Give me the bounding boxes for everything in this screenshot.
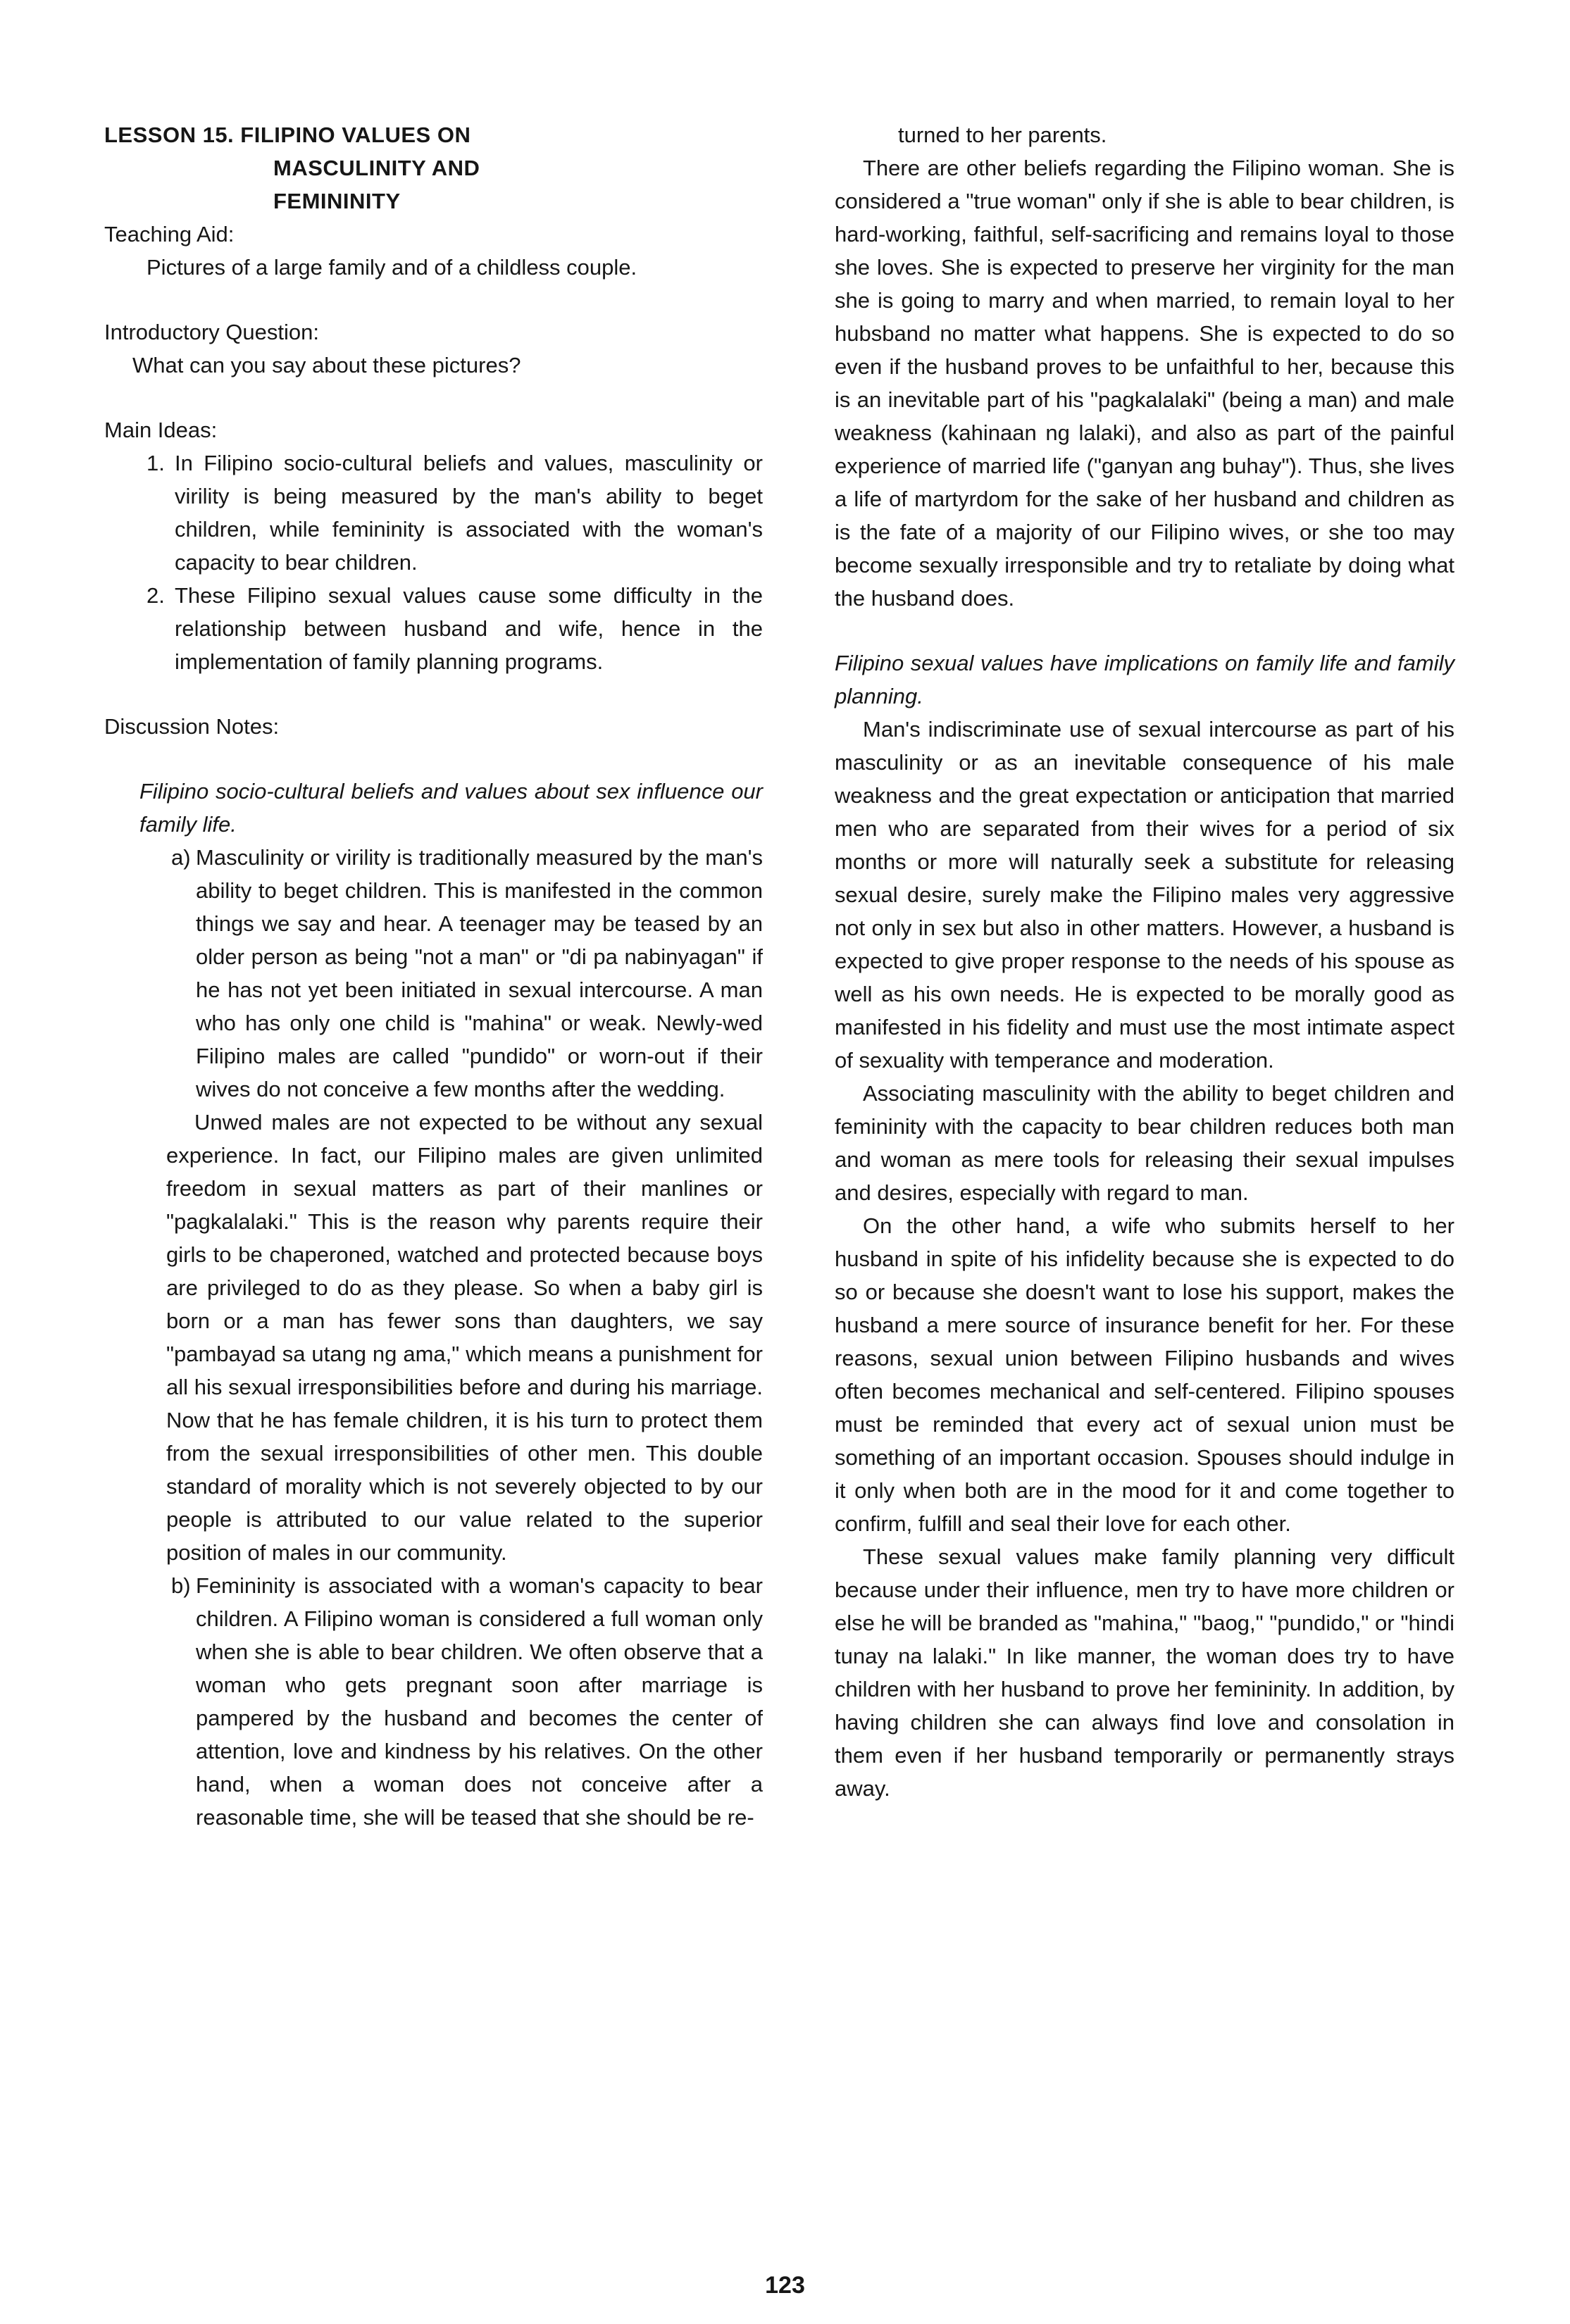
lesson-title-line3: FEMININITY: [273, 189, 401, 213]
paragraph-family-planning: These sexual values make family planning very difficult because under their influence, men try to have more children or else he will be branded as "mahina," "baog," "pundido," or "hindi tunay na lalaki." In like manner, the woman does try to have children with her husband to prove her femininity. In addition, by having children she can always find love and consolation in them even if her husband temporarily or permanently strays away.: [835, 1544, 1454, 1801]
main-ideas-list: [104, 446, 763, 678]
main-idea-number: 2.: [147, 583, 165, 608]
lesson-title-line1: LESSON 15. FILIPINO VALUES ON: [104, 123, 471, 147]
paragraph-wife: On the other hand, a wife who submits herself to her husband in spite of his infidelity because she is expected to do so or because she doesn't want to lose his support, makes the husband a mere source of insurance benefit for her. For these reasons, sexual union between Filipino husbands and wives often becomes mechanical and self-centered. Filipino spouses must be reminded that every act of sexual union must be something of an important occasion. Spouses should indulge in it only when both are in the mood for it and come together to confirm, fulfill and seal their love for each other.: [835, 1213, 1454, 1536]
lesson-title: [104, 118, 763, 218]
main-idea-text: In Filipino socio-cultural beliefs and values, masculinity or virility is being measured by the man's ability to beget children, while femininity is associated with the woman's capacity to bear children.: [175, 451, 763, 575]
main-idea-item: [147, 446, 763, 579]
intro-question-label: Introductory Question:: [104, 320, 319, 344]
main-idea-item: [147, 579, 763, 678]
main-idea-number: 1.: [147, 451, 165, 475]
discussion-item-b: [104, 1569, 763, 1834]
right-column: [835, 118, 1454, 1805]
item-marker: a): [171, 845, 191, 870]
implications-subheading: Filipino sexual values have implications on family life and family planning.: [835, 651, 1454, 708]
paragraph-indiscriminate-use: Man's indiscriminate use of sexual intercourse as part of his masculinity or as an inevitable consequence of his male weakness and the great expectation or anticipation that married men who are separated from their wives for a period of six months or more will naturally seek a substitute for releasing sexual desire, surely make the Filipino males very aggressive not only in sex but also in other matters. However, a husband is expected to give proper response to the needs of his spouse as well as his own needs. He is expected to be morally good as manifested in his fidelity and must use the most intimate aspect of sexuality with temperance and moderation.: [835, 717, 1454, 1073]
teaching-aid-label: Teaching Aid:: [104, 222, 235, 246]
item-text: Masculinity or virility is traditionally measured by the man's ability to beget children. This is manifested in the common things we say and hear. A teenager may be teased by an older person as being "not a man" or "di pa nabinyagan" if he has not yet been initiated in sexual intercourse. A man who has only one child is "mahina" or weak. Newly-wed Filipino males are called "pundido" or worn-out if their wives do not conceive a few months after the wedding.: [196, 845, 763, 1101]
paragraph-other-beliefs: There are other beliefs regarding the Filipino woman. She is considered a "true woman" only if she is able to bear children, is hard-working, faithful, self-sacrificing and remains loyal to those she loves. She is expected to preserve her virginity for the man she is going to marry and when married, to remain loyal to her hubsband no matter what happens. She is expected to do so even if the husband proves to be unfaithful to her, because this is an inevitable part of his "pagkalalaki" (being a man) and male weakness (kahinaan ng lalaki), and also as part of the painful experience of married life ("ganyan ang buhay"). Thus, she lives a life of martyrdom for the sake of her husband and children as is the fate of a majority of our Filipino wives, or she too may become sexually irresponsible and try to retaliate by doing what the husband does.: [835, 156, 1454, 611]
intro-question-text: What can you say about these pictures?: [132, 353, 521, 377]
teaching-aid-text: Pictures of a large family and of a childless couple.: [147, 255, 637, 280]
main-idea-text: These Filipino sexual values cause some difficulty in the relationship between husband and wife, hence in the implementation of family planning programs.: [175, 583, 763, 674]
paragraph-unwed-males: Unwed males are not expected to be without any sexual experience. In fact, our Filipino males are given unlimited freedom in sexual matters as part of their manlines or "pagkalalaki." This is the reason why parents require their girls to be chaperoned, watched and protected because boys are privileged to do as they please. So when a baby girl is born or a man has fewer sons than daughters, we say "pambayad sa utang ng ama," which means a punishment for all his sexual irresponsibilities before and during his marriage. Now that he has female children, it is his turn to protect them from the sexual irresponsibilities of other men. This double standard of morality which is not severely objected to by our people is attributed to our value related to the superior position of males in our community.: [166, 1110, 763, 1565]
item-text: Femininity is associated with a woman's capacity to bear children. A Filipino woman is considered a full woman only when she is able to bear children. We often observe that a woman who gets pregnant soon after marriage is pampered by the husband and becomes the center of attention, love and kindness by his relatives. On the other hand, when a woman does not conceive after a reasonable time, she will be teased that she should be re-: [196, 1573, 763, 1830]
item-marker: b): [171, 1573, 191, 1598]
left-column: [104, 118, 763, 1834]
page-number: 123: [765, 2272, 805, 2299]
discussion-notes-label: Discussion Notes:: [104, 714, 280, 739]
main-ideas-label: Main Ideas:: [104, 418, 218, 442]
paragraph-associating: Associating masculinity with the ability to beget children and femininity with the capacity to bear children reduces both man and woman as mere tools for releasing their sexual impulses and desires, especially with regard to man.: [835, 1081, 1454, 1205]
discussion-subheading: Filipino socio-cultural beliefs and values about sex influence our family life.: [139, 779, 763, 837]
continued-text: turned to her parents.: [898, 123, 1107, 147]
lesson-title-line2: MASCULINITY AND: [273, 156, 480, 180]
discussion-item-a: [104, 841, 763, 1106]
